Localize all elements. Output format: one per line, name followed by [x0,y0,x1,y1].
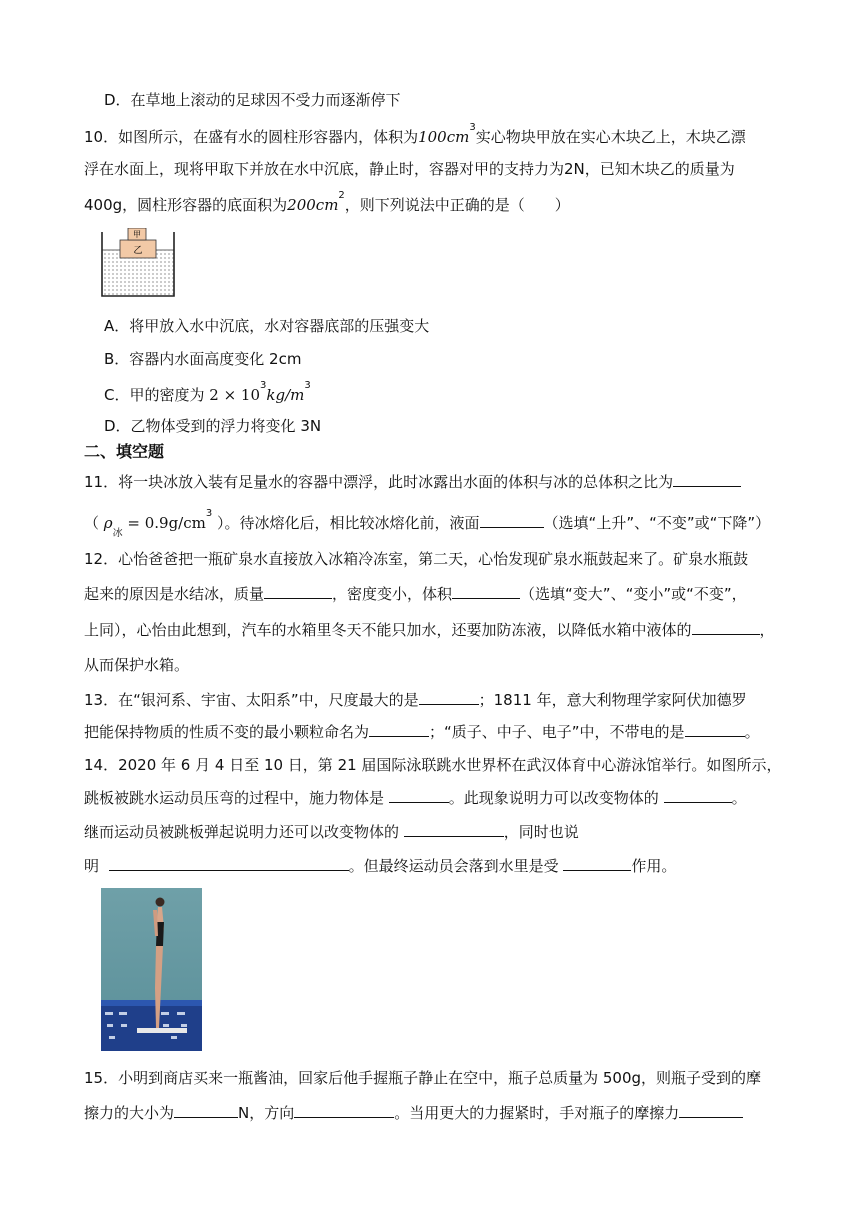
q14-blank-3[interactable] [404,822,504,837]
q14-line-3: 继而运动员被跳板弹起说明力还可以改变物体的 ，同时也说 [84,823,579,841]
container-diagram [100,228,176,300]
q15-line-1: 15．小明到商店买来一瓶酱油，回家后他手握瓶子静止在空中，瓶子总质量为 500g，则瓶子受到的摩 [84,1069,762,1087]
q12-blank-2[interactable] [452,584,520,599]
q13-line-2: 把能保持物质的性质不变的最小颗粒命名为 ；“质子、中子、电子”中，不带电的是 。 [84,723,760,741]
q14-line-1: 14．2020 年 6 月 4 日至 10 日，第 21 届国际泳联跳水世界杯在武汉体育中心游泳馆举行。如图所示， [84,756,782,774]
section-heading: 二、填空题 [84,442,165,461]
q11-blank-2[interactable] [480,513,544,528]
banner-stripe [101,1000,202,1006]
q12-line-1: 12．心怡爸爸把一瓶矿泉水直接放入冰箱冷冻室，第二天，心怡发现矿泉水瓶鼓起来了。矿泉水瓶鼓 [84,550,749,568]
q10-option-b: B．容器内水面高度变化 2cm [104,350,302,368]
q10-line-2: 浮在水面上，现将甲取下并放在水中沉底，静止时，容器对甲的支持力为2N，已知木块乙的质量为 [84,160,735,178]
q9-option-d: D．在草地上滚动的足球因不受力而逐渐停下 [104,91,401,109]
q10-option-d: D．乙物体受到的浮力将变化 3N [104,417,322,435]
q14-blank-2[interactable] [664,788,732,803]
q10-line-1: 10．如图所示，在盛有水的圆柱形容器内，体积为$100cm^3$实心物块甲放在实心木块乙上，木块乙漂 [84,122,746,146]
q10-line-3: 400g，圆柱形容器的底面积为$200cm^2$，则下列说法中正确的是（ ） [84,190,570,214]
q13-line-1: 13．在“银河系、宇宙、太阳系”中，尺度最大的是 ；1811 年，意大利物理学家阿伏加德罗 [84,691,747,709]
q14-line-2: 跳板被跳水运动员压弯的过程中，施力物体是 。此现象说明力可以改变物体的 。 [84,789,747,807]
q14-blank-1[interactable] [389,788,449,803]
q13-blank-2[interactable] [369,722,429,737]
label-yi: 乙 [133,246,143,256]
q11-line-1: 11．将一块冰放入装有足量水的容器中漂浮，此时冰露出水面的体积与冰的总体积之比为 [84,472,741,492]
q12-line-2: 起来的原因是水结冰，质量 ，密度变小，体积 （选填“变大”、“变小”或“不变”， [84,585,747,603]
q14-line-4: 明 。但最终运动员会落到水里是受 作用。 [84,857,677,875]
q15-blank-3[interactable] [679,1103,743,1118]
q15-blank-1[interactable] [174,1103,238,1118]
q13-blank-3[interactable] [685,722,745,737]
q11-blank-1[interactable] [673,472,741,487]
q13-blank-1[interactable] [419,690,479,705]
q12-blank-1[interactable] [264,584,332,599]
q10-option-a: A．将甲放入水中沉底，水对容器底部的压强变大 [104,317,430,335]
diver-photo [101,888,202,1051]
q15-line-2: 擦力的大小为 N，方向 。当用更大的力握紧时，手对瓶子的摩擦力 [84,1103,743,1123]
q14-blank-5[interactable] [563,856,631,871]
q12-line-4: 从而保护水箱。 [84,656,190,674]
q15-blank-2[interactable] [294,1103,394,1118]
q14-blank-4[interactable] [109,856,349,871]
springboard [137,1028,187,1033]
label-jia: 甲 [133,230,141,239]
q11-line-2: （ $\rho_冰 = 0.9g/cm^3$ ）。待冰熔化后，相比较冰熔化前，液面 （选填“上升”、“不变”或“下降”） [84,508,771,539]
q10-option-c: C．甲的密度为 $2 \times 10^3kg/m^3$ [104,380,311,404]
q12-blank-3[interactable] [692,620,760,635]
q12-line-3: 上同），心怡由此想到，汽车的水箱里冬天不能只加水，还要加防冻液，以降低水箱中液体的 ， [84,621,775,639]
